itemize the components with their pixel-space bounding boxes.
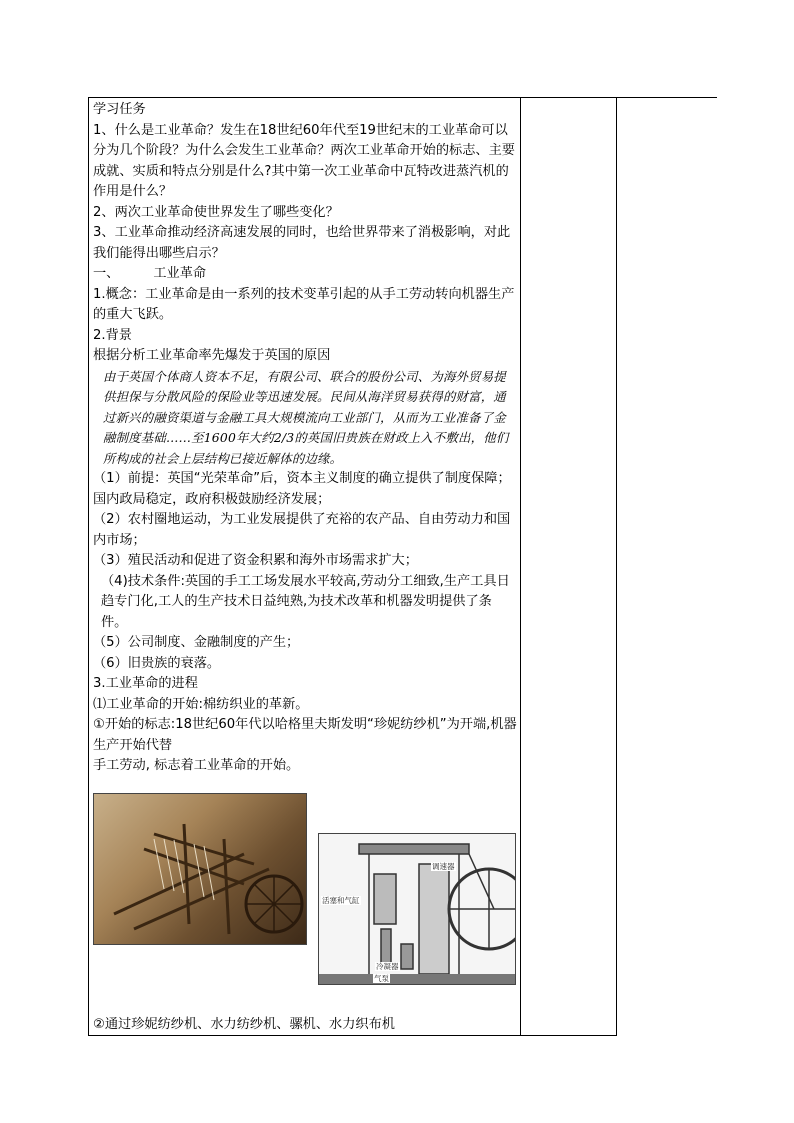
reason-2: （2）农村圈地运动，为工业发展提供了充裕的农产品、自由劳动力和国内市场； bbox=[93, 512, 511, 548]
concept-paragraph: 1.概念：工业革命是由一系列的技术变革引起的从手工劳动转向机器生产的重大飞跃。 bbox=[93, 286, 515, 322]
table-column-divider-1 bbox=[520, 97, 521, 1036]
reason-4: （4)技术条件:英国的手工工场发展水平较高,劳动分工细致,生产工具日趋专门化,工人的生产技术日益纯熟,为技术改革和机器发明提供了条件。 bbox=[101, 573, 510, 630]
table-column-divider-2 bbox=[616, 97, 617, 1036]
background-heading: 2.背景 bbox=[93, 327, 132, 343]
task-2: 2、两次工业革命使世界发生了哪些变化？ bbox=[93, 204, 339, 220]
task-3: 3、工业革命推动经济高速发展的同时，也给世界带来了消极影响，对此我们能得出哪些启示？ bbox=[93, 225, 511, 261]
table-top-border bbox=[88, 97, 717, 98]
steam-engine-image bbox=[318, 833, 516, 985]
spinning-jenny-illustration bbox=[94, 794, 306, 944]
reason-6: （6）旧贵族的衰落。 bbox=[93, 655, 221, 671]
reason-5: （5）公司制度、金融制度的产生； bbox=[93, 635, 300, 650]
section-heading bbox=[93, 264, 517, 285]
label-piston-cylinder: 活塞和气缸 bbox=[322, 896, 360, 905]
task-1: 1、什么是工业革命？发生在18世纪60年代至19世纪末的工业革命可以分为几个阶段？为什么会发生工业革命？两次工业革命开始的标志、主要成就、实质和特点分别是什么?其中第一次工业革命中瓦特改进蒸汽机的作用是什么？ bbox=[93, 122, 515, 199]
heading-learning-tasks: 学习任务 bbox=[93, 102, 146, 117]
spinning-jenny-image bbox=[93, 793, 307, 945]
start-marker-cont: 手工劳动, 标志着工业革命的开始。 bbox=[93, 758, 300, 773]
table-bottom-border bbox=[88, 1035, 617, 1036]
process-heading: 3.工业革命的进程 bbox=[93, 676, 198, 691]
reason-1: （1）前提：英国“光荣革命”后，资本主义制度的确立提供了制度保障；国内政局稳定，政府积极鼓励经济发展； bbox=[93, 471, 511, 507]
section-number: 一、 bbox=[93, 266, 120, 281]
label-condenser: 冷凝器 bbox=[376, 962, 399, 971]
historical-quote: 由于英国个体商人资本不足，有限公司、联合的股份公司、为海外贸易提供担保与分散风险的保险业等迅速发展。民间从海洋贸易获得的财富，通过新兴的融资渠道与金融工具大规模流向工业部门，从而为工业准备了金融制度基础……至1600年大约2/3的英国旧贵族在财政上入不敷出，他们所构成的社会上层结构已接近解体的边缘。 bbox=[103, 368, 509, 466]
main-cell-content bbox=[93, 100, 517, 777]
steam-engine-illustration bbox=[319, 834, 515, 984]
reason-3: （3）殖民活动和促进了资金积累和海外市场需求扩大； bbox=[93, 553, 418, 568]
analysis-prompt: 根据分析工业革命率先爆发于英国的原因 bbox=[93, 348, 331, 363]
table-left-border bbox=[88, 97, 89, 1036]
label-governor: 调速器 bbox=[432, 862, 455, 871]
label-air-pump: 气泵 bbox=[374, 974, 389, 983]
section-title: 工业革命 bbox=[153, 266, 207, 281]
process-machines: ②通过珍妮纺纱机、水力纺纱机、骡机、水力织布机 bbox=[93, 1017, 395, 1032]
process-start: ⑴工业革命的开始:棉纺织业的革新。 bbox=[93, 696, 309, 712]
start-marker: ①开始的标志:18世纪60年代以哈格里夫斯发明“珍妮纺纱机”为开端,机器生产开始代替 bbox=[93, 717, 517, 753]
